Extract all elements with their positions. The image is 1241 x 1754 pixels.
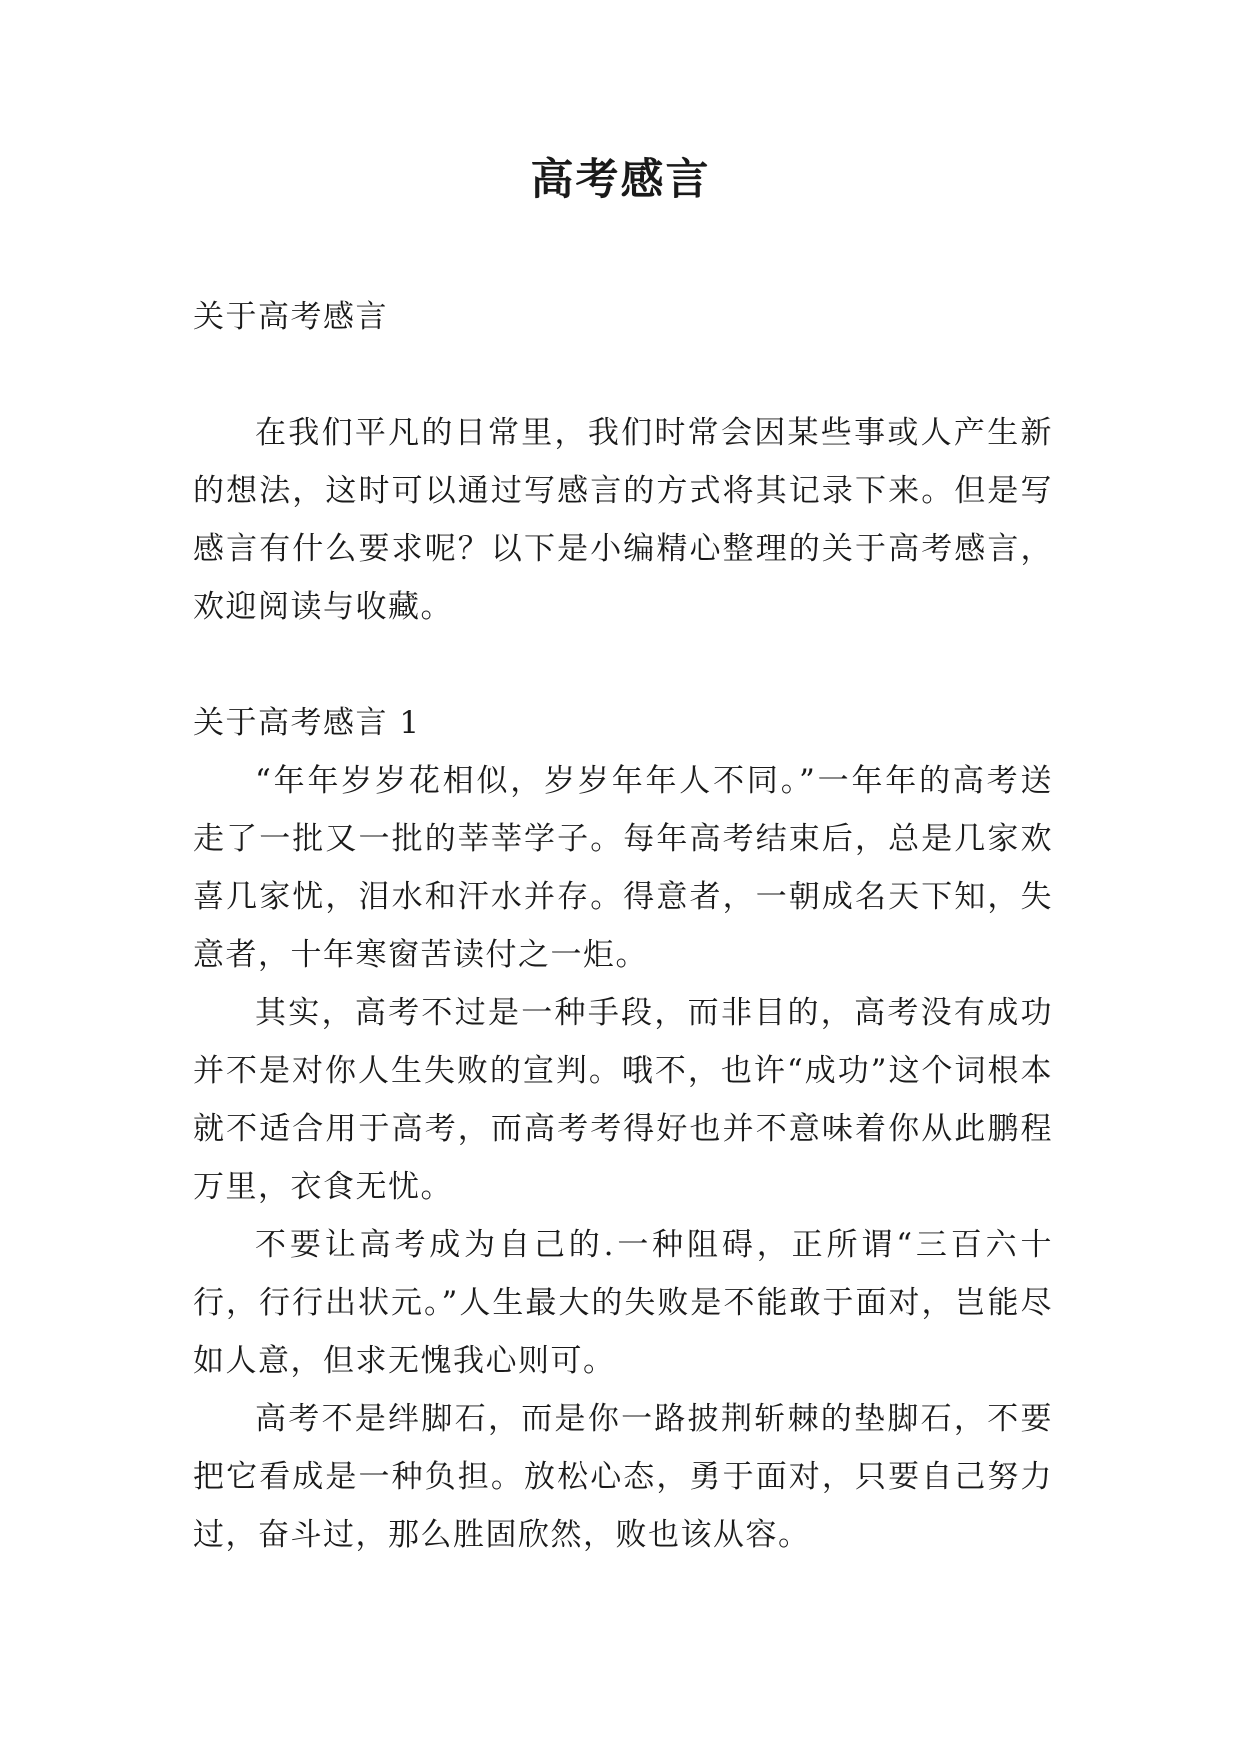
document-heading: 关于高考感言 (193, 299, 388, 335)
section-title: 关于高考感言 1 (193, 705, 421, 741)
body-paragraph-4: 高考不是绊脚石，而是你一路披荆斩棘的垫脚石，不要把它看成是一种负担。放松心态，勇于面对，只要自己努力过，奋斗过，那么胜固欣然，败也该从容。 (193, 1401, 1053, 1553)
spacer (193, 636, 1053, 694)
body-paragraph-3: 不要让高考成为自己的.一种阻碍，正所谓“三百六十行，行行出状元。”人生最大的失败是不能敢于面对，岂能尽如人意，但求无愧我心则可。 (193, 1227, 1053, 1379)
document-title: 高考感言 (530, 155, 711, 205)
document-body (193, 288, 1053, 1564)
intro-paragraph: 在我们平凡的日常里，我们时常会因某些事或人产生新的想法，这时可以通过写感言的方式将其记录下来。但是写感言有什么要求呢？以下是小编精心整理的关于高考感言，欢迎阅读与收藏。 (193, 415, 1053, 625)
body-paragraph-1: “年年岁岁花相似，岁岁年年人不同。”一年年的高考送走了一批又一批的莘莘学子。每年高考结束后，总是几家欢喜几家忧，泪水和汗水并存。得意者，一朝成名天下知，失意者，十年寒窗苦读付之一炬。 (193, 763, 1053, 973)
body-paragraph-2: 其实，高考不过是一种手段，而非目的，高考没有成功并不是对你人生失败的宣判。哦不，也许“成功”这个词根本就不适合用于高考，而高考考得好也并不意味着你从此鹏程万里，衣食无忧。 (193, 995, 1053, 1205)
spacer (193, 346, 1053, 404)
